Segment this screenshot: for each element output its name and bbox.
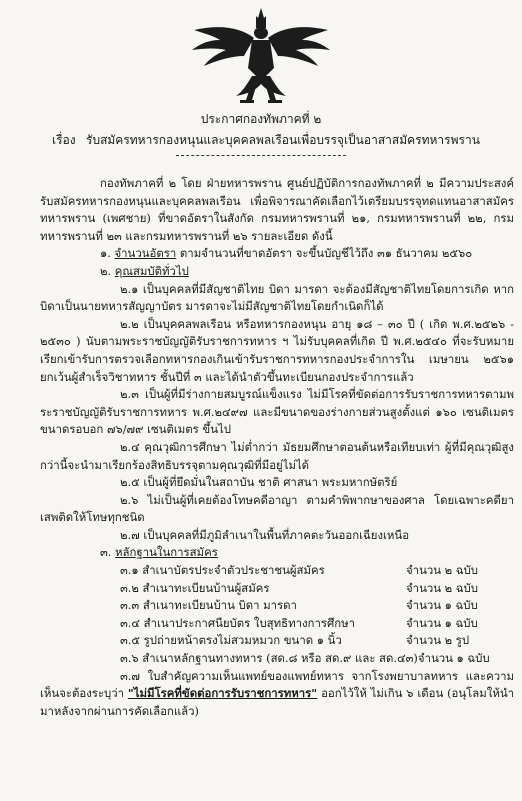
- divider: [176, 155, 346, 156]
- medical-note: [40, 668, 514, 721]
- medical-note-highlight: "ไม่มีโรคที่ขัดต่อการรับราชการทหาร": [127, 686, 318, 701]
- document-count: จำนวน ๑ ฉบับ: [406, 615, 478, 630]
- section-qualifications-heading: [40, 263, 514, 281]
- section-2-title: คุณสมบัติทั่วไป: [114, 263, 189, 278]
- document-name: ๓.๔ สำเนาประกาศนียบัตร ใบสุทธิทางการศึกษา: [120, 615, 356, 630]
- garuda-emblem-icon: [186, 6, 336, 106]
- subject-label: เรื่อง: [52, 133, 76, 147]
- qualification-item: ๒.๒ เป็นบุคคลพลเรือน หรือทหารกองหนุน อายุ ๑๘ – ๓๐ ปี ( เกิด พ.ศ.๒๕๒๖ - ๒๕๓๐ ) นับตามพระราชบัญญัติรับราชการทหาร ฯ ไม่รับบุคคลที่เกิด ปี พ.ศ.๒๕๔๐ ที่จะรับหมายเรียกเข้ารับการตรวจเลือกทหารกองเกินเข้ารับราชการทหารกองประจำการใน เมษายน ๒๕๖๑ ยกเว้นผู้สำเร็จวิชาทหาร ชั้นปีที่ ๓ และได้นำตัวขึ้นทะเบียนกองประจำการแล้ว: [40, 316, 514, 384]
- document-item: [40, 632, 514, 650]
- section-3-title: หลักฐานในการสมัคร: [115, 545, 218, 560]
- section-quota: [40, 245, 514, 263]
- section-3-number: ๓.: [100, 545, 112, 560]
- documents-list: [40, 562, 514, 668]
- document-name: ๓.๒ สำเนาทะเบียนบ้านผู้สมัคร: [120, 580, 270, 595]
- document-name: ๓.๕ รูปถ่ายหน้าตรงไม่สวมหมวก ขนาด ๑ นิ้ว: [120, 633, 342, 648]
- subject-line: [52, 132, 512, 148]
- section-2-number: ๒.: [100, 263, 112, 278]
- document-item: [40, 562, 514, 580]
- document-count: จำนวน ๒ ฉบับ: [406, 580, 479, 595]
- medical-note-pre: ๓.๗ ใบสำคัญความเห็นแพทย์ของแพทย์ทหาร จากโรงพยาบาลทหาร และความเห็นจะต้องระบุว่า: [40, 668, 514, 701]
- document-name: ๓.๖ สำเนาหลักฐานทางทหาร (สด.๘ หรือ สด.๙ และ สด.๔๓): [120, 651, 418, 666]
- section-1-title: จำนวนอัตรา: [114, 246, 177, 261]
- section-1-number: ๑.: [100, 246, 111, 261]
- qualification-item: ๒.๔ คุณวุฒิการศึกษา ไม่ต่ำกว่า มัธยมศึกษาตอนต้นหรือเทียบเท่า ผู้ที่มีคุณวุฒิสูงกว่านี้จะนำมาเรียกร้องสิทธิบรรจุตามคุณวุฒิที่มีอยู่ไม่ได้: [40, 439, 514, 472]
- section-documents-heading: [40, 544, 514, 562]
- document-item: [40, 597, 514, 615]
- document-item: [40, 615, 514, 633]
- qualification-item: ๒.๕ เป็นผู้ที่ยึดมั่นในสถาบัน ชาติ ศาสนา พระมหากษัตริย์: [120, 475, 398, 490]
- qualification-item: ๒.๓ เป็นผู้ที่มีร่างกายสมบูรณ์แข็งแรง ไม่มีโรคที่ขัดต่อการรับราชการทหารตามพระราชบัญญัติรับราชการทหาร พ.ศ.๒๔๙๗ และมีขนาดของร่างกายส่วนสูงตั้งแต่ ๑๖๐ เซนติเมตร ขนาดรอบอก ๗๖/๗๙ เซนติเมตร ขึ้นไป: [40, 387, 514, 437]
- document-count: จำนวน ๒ รูป: [406, 633, 470, 648]
- announcement-body: [40, 175, 514, 720]
- document-item: [40, 650, 514, 668]
- document-name: ๓.๓ สำเนาทะเบียนบ้าน บิดา มารดา: [120, 598, 297, 613]
- document-count: จำนวน ๑ ฉบับ: [417, 651, 490, 666]
- announcement-title: ประกาศกองทัพภาคที่ ๒: [200, 112, 322, 126]
- qualification-item: ๒.๖ ไม่เป็นผู้ที่เคยต้องโทษคดีอาญา ตามคำพิพากษาของศาล โดยเฉพาะคดียาเสพติดให้โทษทุกชนิด: [40, 492, 514, 525]
- document-count: จำนวน ๑ ฉบับ: [406, 598, 478, 613]
- intro-paragraph: กองทัพภาคที่ ๒ โดย ฝ่ายทหารพราน ศูนย์ปฏิบัติการกองทัพภาคที่ ๒ มีความประสงค์รับสมัครทหารกองหนุนและบุคคลพลเรือน เพื่อพิจารณาคัดเลือกไว้เตรียมบรรจุทดแทนอาสาสมัครทหารพราน (เพศชาย) ที่ขาดอัตราในสังกัด กรมทหารพรานที่ ๒๑, กรมทหารพรานที่ ๒๒, กรมทหารพรานที่ ๒๓ และกรมทหารพรานที่ ๒๖ รายละเอียด ดังนี้: [40, 176, 514, 243]
- document-count: จำนวน ๒ ฉบับ: [406, 563, 479, 578]
- document-item: [40, 580, 514, 598]
- document-name: ๓.๑ สำเนาบัตรประจำตัวประชาชนผู้สมัคร: [120, 563, 325, 578]
- subject-text: รับสมัครทหารกองหนุนและบุคคลพลเรือนเพื่อบรรจุเป็นอาสาสมัครทหารพราน: [86, 133, 480, 147]
- qualification-item: ๒.๗ เป็นบุคคลที่มีภูมิลำเนาในพื้นที่ภาคตะวันออกเฉียงเหนือ: [120, 527, 410, 542]
- section-1-text: ตามจำนวนที่ขาดอัตรา จะขึ้นบัญชีไว้ถึง ๓๑ ธันวาคม ๒๕๖๐: [179, 246, 473, 261]
- qualification-item: ๒.๑ เป็นบุคคลที่มีสัญชาติไทย บิดา มารดา จะต้องมีสัญชาติไทยโดยการเกิด หากบิดาเป็นนายทหารสัญญาบัตร มารดาจะไม่มีสัญชาติไทยโดยกำเนิดก็ได้: [40, 281, 514, 314]
- medical-note-post: ออกไว้ให้ ไม่เกิน ๖ เดือน (อนุโลมให้นำมาหลังจากผ่านการคัดเลือกแล้ว): [40, 686, 515, 718]
